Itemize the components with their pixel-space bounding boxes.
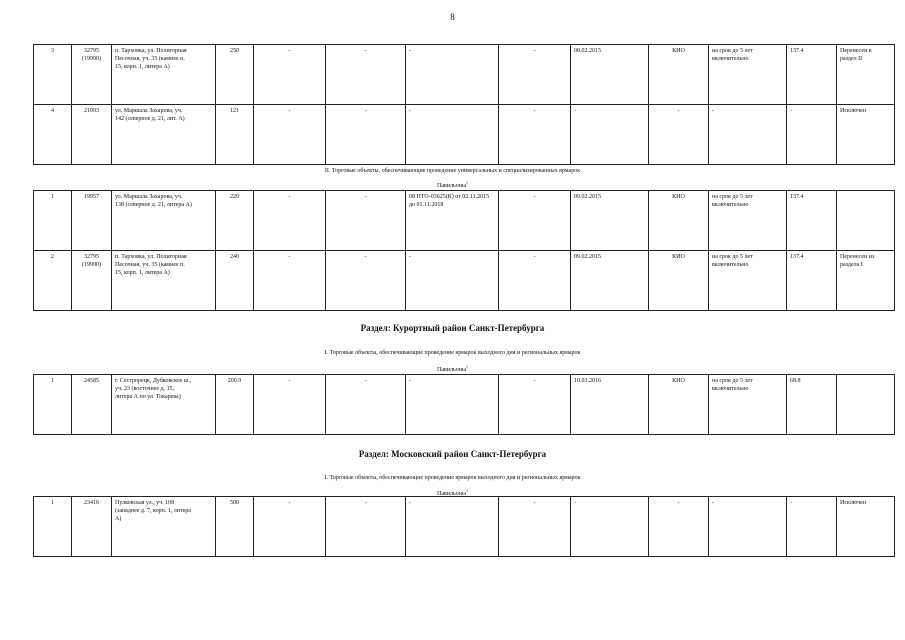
page-number: 8 xyxy=(450,12,455,22)
table-cell: Исключен xyxy=(837,105,895,165)
table-row xyxy=(34,105,895,165)
data-table xyxy=(33,44,895,165)
table-cell: КИО xyxy=(649,375,709,435)
section-title: Раздел: Курортный район Санкт-Петербурга xyxy=(360,323,545,333)
table-cell: 121 xyxy=(216,105,254,165)
table-cell: - xyxy=(787,497,837,557)
table-row xyxy=(34,497,895,557)
table-cell: 250 xyxy=(216,45,254,105)
table-cell: - xyxy=(326,497,406,557)
table-cell: 10.03.2016 xyxy=(571,375,649,435)
table-cell: 23416 xyxy=(72,497,112,557)
data-table xyxy=(33,190,895,311)
table-cell: 137.4 xyxy=(787,45,837,105)
table-cell: - xyxy=(649,497,709,557)
table-cell: 09.02.2015 xyxy=(571,251,649,311)
table-row xyxy=(34,375,895,435)
table-cell: п. Тарховка, ул. Полигорная Песочная, уч. 35 (камнее п. 15, корп. 1, литера А) xyxy=(112,45,216,105)
table-cell: на срок до 5 лет включительно xyxy=(709,375,787,435)
table-cell: Перенесен в раздел II xyxy=(837,45,895,105)
table-caption: II. Торговые объекты, обеспечивающие проведение универсальных и специализированных ярмарок xyxy=(324,168,581,174)
table-cell: - xyxy=(254,105,326,165)
table-cell: - xyxy=(406,375,499,435)
table-cell: - xyxy=(709,497,787,557)
table-cell: - xyxy=(787,105,837,165)
table-cell: 08.02.2015 xyxy=(571,45,649,105)
table-cell: - xyxy=(326,105,406,165)
table-cell: 08 НТО-03625(К) от 02.11.2015 до 01.11.2018 xyxy=(406,191,499,251)
table-cell: - xyxy=(406,105,499,165)
table-cell: - xyxy=(326,191,406,251)
table-cell: - xyxy=(254,497,326,557)
table-cell xyxy=(837,375,895,435)
table-cell: - xyxy=(499,45,571,105)
table-cell: - xyxy=(571,497,649,557)
table-cell: - xyxy=(254,251,326,311)
table-cell: 137.4 xyxy=(787,191,837,251)
table-cell: на срок до 5 лет включительно xyxy=(709,45,787,105)
table-cell: - xyxy=(499,105,571,165)
table-cell: - xyxy=(254,45,326,105)
section-title: Раздел: Московский район Санкт-Петербурга xyxy=(358,449,547,459)
table-cell: 21093 xyxy=(72,105,112,165)
table-subcaption: Павильоны$^1$ xyxy=(436,488,468,497)
data-table xyxy=(33,496,895,557)
table-cell: - xyxy=(649,105,709,165)
table-cell: - xyxy=(326,375,406,435)
table-cell: п. Тарховка, ул. Полигорная Песочная, уч. 35 (камнее п. 15, корп. 1, литера А) xyxy=(112,251,216,311)
table-cell: на срок до 5 лет включительно xyxy=(709,251,787,311)
table-cell: - xyxy=(571,105,649,165)
table-cell: - xyxy=(326,45,406,105)
data-table xyxy=(33,374,895,435)
table-cell: 09.02.2015 xyxy=(571,191,649,251)
table-row xyxy=(34,45,895,105)
table-cell: - xyxy=(499,497,571,557)
table-cell: 2 xyxy=(34,251,72,311)
table-cell: 137.4 xyxy=(787,251,837,311)
table-cell: - xyxy=(254,191,326,251)
table-cell: ул. Маршала Захарова, уч. 142 (северное д. 21, лит. А) xyxy=(112,105,216,165)
table-cell: Исключен xyxy=(837,497,895,557)
table-cell: 240 xyxy=(216,251,254,311)
table-cell: 32795 (19990) xyxy=(72,45,112,105)
table-cell: 1 xyxy=(34,191,72,251)
table-cell: - xyxy=(326,251,406,311)
table-cell: КИО xyxy=(649,191,709,251)
table-caption: I. Торговые объекты, обеспечивающие проведение ярмарок выходного дня и региональных ярмарок xyxy=(324,475,581,481)
table-cell: - xyxy=(406,251,499,311)
table-cell: - xyxy=(406,45,499,105)
table-cell: Перенесен из раздела I xyxy=(837,251,895,311)
table-cell: - xyxy=(499,191,571,251)
table-cell: 200.9 xyxy=(216,375,254,435)
table-cell: Пулковская ул., уч. 108 (западнее д. 7, корп. 1, литера А) xyxy=(112,497,216,557)
table-cell xyxy=(837,191,895,251)
table-cell: 500 xyxy=(216,497,254,557)
table-cell: 32795 (19990) xyxy=(72,251,112,311)
table-cell: ул. Маршала Захарова, уч. 138 (северное д. 21, литера А) xyxy=(112,191,216,251)
table-cell: 1 xyxy=(34,375,72,435)
table-cell: 19957 xyxy=(72,191,112,251)
table-cell: 220 xyxy=(216,191,254,251)
table-cell: 68.8 xyxy=(787,375,837,435)
table-cell: на срок до 5 лет включительно xyxy=(709,191,787,251)
table-subcaption: Павильоны$^1$ xyxy=(436,364,468,373)
table-cell: - xyxy=(254,375,326,435)
table-cell: 4 xyxy=(34,105,72,165)
table-cell: - xyxy=(406,497,499,557)
table-row xyxy=(34,251,895,311)
table-cell: - xyxy=(499,251,571,311)
table-row xyxy=(34,191,895,251)
table-caption: I. Торговые объекты, обеспечивающие проведение ярмарок выходного дня и региональных ярмарок xyxy=(324,350,581,356)
table-cell: 1 xyxy=(34,497,72,557)
table-subcaption: Павильоны$^1$ xyxy=(436,180,468,189)
table-cell: КИО xyxy=(649,251,709,311)
table-cell: 24585 xyxy=(72,375,112,435)
table-cell: КИО xyxy=(649,45,709,105)
table-cell: г. Сестрорецк, Дубковское ш., уч. 23 (восточнее д. 15, литера А по ул. Токарева) xyxy=(112,375,216,435)
table-cell: - xyxy=(709,105,787,165)
table-cell: - xyxy=(499,375,571,435)
table-cell: 3 xyxy=(34,45,72,105)
